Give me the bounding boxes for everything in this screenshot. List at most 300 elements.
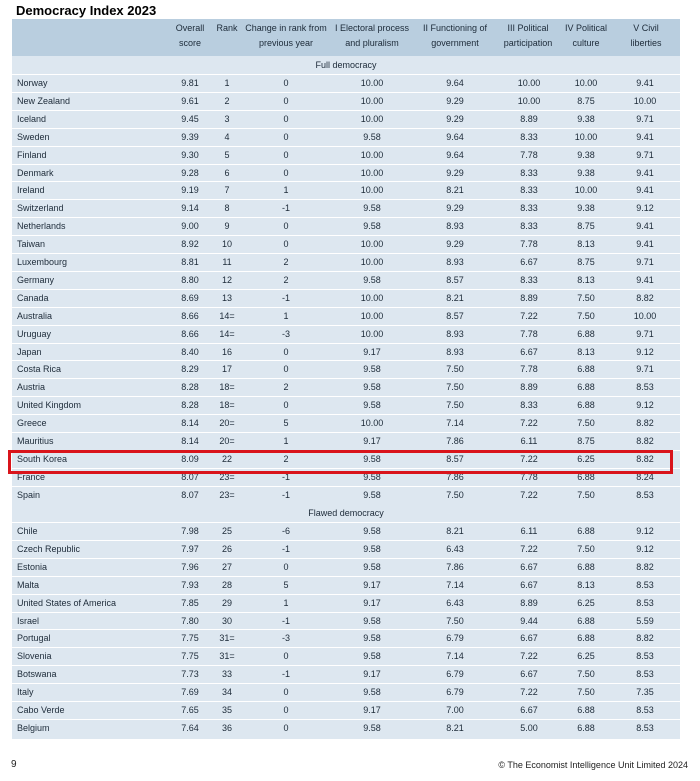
cell-overall-score: 8.07 [181,471,199,482]
page-title: Democracy Index 2023 [16,3,157,18]
cell-political-participation: 7.22 [520,310,538,321]
cell-overall-score: 7.69 [181,687,199,698]
cell-change-in-rank: 0 [283,346,289,357]
group-label-flawed-democracy: Flawed democracy [308,508,384,518]
cell-overall-score: 8.69 [181,292,199,303]
cell-country: Austria [17,382,46,393]
cell-overall-score: 7.85 [181,597,199,608]
cell-functioning-government: 9.29 [446,239,464,250]
cell-political-culture: 6.88 [577,364,595,375]
cell-civil-liberties: 8.53 [636,597,654,608]
cell-civil-liberties: 9.71 [636,257,654,267]
cell-rank: 7 [224,185,230,196]
cell-electoral-process: 9.58 [363,687,381,698]
cell-political-participation: 7.78 [520,239,538,250]
table-row [12,129,680,147]
cell-overall-score: 8.09 [181,453,199,464]
cell-rank: 31= [219,633,235,644]
header-overall-score: Overall score [175,23,205,48]
cell-functioning-government: 9.29 [446,113,464,124]
cell-political-culture: 6.25 [577,453,595,464]
header-civil-liberties: V Civil liberties [630,23,662,48]
cell-functioning-government: 8.93 [446,257,464,267]
cell-change-in-rank: -1 [281,471,290,482]
cell-political-participation: 8.33 [520,400,538,411]
cell-overall-score: 9.81 [181,78,199,88]
cell-country: United States of America [17,597,117,608]
cell-overall-score: 7.75 [181,651,199,662]
cell-civil-liberties: 8.53 [636,722,654,733]
table-row [12,218,680,236]
cell-political-participation: 7.22 [520,453,538,464]
cell-change-in-rank: 0 [283,149,289,160]
cell-rank: 14= [219,328,235,339]
cell-electoral-process: 9.58 [363,722,381,733]
cell-country: Uruguay [17,328,52,339]
cell-country: Japan [17,346,42,357]
cell-electoral-process: 9.58 [363,400,381,411]
table-row [12,630,680,648]
table-row [12,165,680,183]
cell-political-culture: 10.00 [574,131,598,142]
cell-functioning-government: 7.14 [446,651,464,662]
cell-political-culture: 8.13 [577,346,595,357]
table-row [12,147,680,165]
cell-overall-score: 8.40 [181,346,199,357]
cell-overall-score: 8.07 [181,489,199,500]
cell-country: Finland [17,149,47,160]
cell-political-participation: 7.22 [520,489,538,500]
cell-overall-score: 8.28 [181,382,199,393]
cell-functioning-government: 7.50 [446,400,464,411]
cell-rank: 36 [221,722,232,733]
cell-change-in-rank: 1 [283,436,289,446]
cell-rank: 4 [224,131,230,142]
cell-functioning-government: 7.50 [446,382,464,393]
table-row [12,397,680,415]
cell-electoral-process: 9.58 [363,382,381,393]
cell-functioning-government: 9.64 [446,149,464,160]
table-row [12,666,680,684]
cell-country: Germany [17,274,55,285]
cell-rank: 35 [221,705,232,715]
cell-civil-liberties: 9.41 [636,78,654,88]
cell-electoral-process: 10.00 [360,149,384,160]
cell-functioning-government: 8.93 [446,346,464,357]
cell-overall-score: 7.80 [181,615,199,626]
cell-electoral-process: 10.00 [360,239,384,250]
cell-electoral-process: 10.00 [360,310,384,321]
table-row [12,523,680,541]
cell-political-culture: 9.38 [577,149,595,160]
cell-political-culture: 6.88 [577,400,595,411]
table-row [12,415,680,433]
cell-change-in-rank: 0 [283,78,289,88]
cell-functioning-government: 8.21 [446,292,464,303]
cell-electoral-process: 9.17 [363,705,381,715]
cell-functioning-government: 7.50 [446,364,464,375]
cell-political-participation: 6.11 [520,436,538,446]
cell-civil-liberties: 8.82 [636,453,654,464]
cell-change-in-rank: 0 [283,113,289,124]
table-row [12,595,680,613]
cell-civil-liberties: 7.35 [636,687,654,698]
cell-change-in-rank: 2 [283,257,289,267]
cell-rank: 8 [224,203,230,214]
cell-change-in-rank: 0 [283,364,289,375]
cell-civil-liberties: 8.53 [636,669,654,680]
cell-political-participation: 8.33 [520,221,538,232]
cell-electoral-process: 10.00 [360,292,384,303]
cell-change-in-rank: -3 [281,328,290,339]
cell-overall-score: 9.30 [181,149,199,160]
table-row [12,361,680,379]
cell-change-in-rank: -1 [281,669,290,680]
cell-change-in-rank: -1 [281,489,290,500]
cell-political-culture: 7.50 [577,669,595,680]
cell-political-participation: 10.00 [517,78,541,88]
cell-rank: 11 [222,257,232,267]
cell-rank: 9 [224,221,230,232]
header-political-participation: III Political participation [503,23,553,48]
cell-change-in-rank: -1 [281,615,290,626]
cell-country: Greece [17,418,47,429]
cell-rank: 23= [219,471,235,482]
cell-civil-liberties: 8.82 [636,418,654,429]
table-row [12,182,680,200]
cell-electoral-process: 10.00 [360,418,384,429]
cell-functioning-government: 8.21 [446,185,464,196]
cell-political-culture: 8.75 [577,257,595,267]
cell-civil-liberties: 9.71 [636,328,654,339]
cell-overall-score: 8.92 [181,239,199,250]
table-row [12,200,680,218]
cell-functioning-government: 7.50 [446,615,464,626]
cell-country: Belgium [17,722,50,733]
cell-overall-score: 8.29 [181,364,199,375]
cell-political-participation: 6.67 [520,705,538,715]
cell-electoral-process: 9.58 [363,489,381,500]
cell-political-culture: 6.88 [577,705,595,715]
cell-political-culture: 10.00 [574,185,598,196]
table-row [12,326,680,344]
cell-electoral-process: 9.17 [363,597,381,608]
cell-change-in-rank: 0 [283,722,289,733]
table-row [12,308,680,326]
cell-functioning-government: 9.29 [446,95,464,106]
cell-functioning-government: 7.50 [446,489,464,500]
cell-functioning-government: 6.43 [446,543,464,554]
table-row [12,559,680,577]
cell-functioning-government: 8.57 [446,310,464,321]
cell-political-participation: 6.67 [520,579,538,590]
cell-overall-score: 9.00 [181,221,199,232]
cell-country: New Zealand [17,95,71,106]
cell-country: Iceland [17,113,47,124]
cell-political-participation: 7.78 [520,471,538,482]
cell-civil-liberties: 10.00 [633,310,657,321]
cell-political-participation: 8.89 [520,597,538,608]
cell-overall-score: 9.14 [181,203,199,214]
cell-change-in-rank: 0 [283,651,289,662]
cell-political-participation: 6.67 [520,669,538,680]
cell-political-culture: 7.50 [577,687,595,698]
header-change-in-rank: Change in rank from previous year [245,23,327,48]
cell-civil-liberties: 5.59 [636,615,654,626]
cell-rank: 1 [224,78,230,88]
cell-political-culture: 6.88 [577,471,595,482]
table-row [12,720,680,738]
cell-change-in-rank: 0 [283,131,289,142]
cell-overall-score: 8.14 [181,436,199,446]
cell-political-culture: 7.50 [577,310,595,321]
cell-civil-liberties: 8.24 [636,471,654,482]
cell-electoral-process: 9.17 [363,579,381,590]
cell-overall-score: 7.64 [181,722,199,733]
cell-electoral-process: 9.17 [363,669,381,680]
cell-change-in-rank: 0 [283,687,289,698]
cell-civil-liberties: 8.82 [636,633,654,644]
table-row [12,702,680,720]
cell-civil-liberties: 8.82 [636,561,654,572]
cell-electoral-process: 10.00 [360,167,384,178]
cell-civil-liberties: 9.41 [636,131,654,142]
cell-change-in-rank: -1 [281,203,290,214]
cell-country: Netherlands [17,221,66,232]
cell-political-culture: 8.13 [577,579,595,590]
cell-overall-score: 9.61 [181,95,199,106]
cell-overall-score: 9.39 [181,131,199,142]
cell-civil-liberties: 9.12 [636,346,654,357]
table-row [12,236,680,254]
cell-change-in-rank: 1 [283,310,289,321]
cell-change-in-rank: -3 [281,633,290,644]
cell-country: Slovenia [17,651,52,662]
cell-electoral-process: 10.00 [360,257,384,267]
page-number: 9 [11,759,17,770]
table-row [12,648,680,666]
cell-political-participation: 8.33 [520,274,538,285]
cell-rank: 30 [221,615,232,626]
table-row [12,93,680,111]
cell-civil-liberties: 9.12 [636,543,654,554]
cell-political-participation: 7.78 [520,149,538,160]
cell-country: Cabo Verde [17,705,65,715]
cell-political-participation: 6.11 [520,526,538,536]
cell-overall-score: 9.28 [181,167,199,178]
cell-functioning-government: 8.57 [446,453,464,464]
cell-political-participation: 8.33 [520,167,538,178]
table-row [12,613,680,631]
cell-country: Sweden [17,131,50,142]
cell-rank: 27 [221,561,232,572]
cell-civil-liberties: 9.12 [636,400,654,411]
cell-electoral-process: 9.58 [363,131,381,142]
cell-country: Czech Republic [17,543,81,554]
cell-electoral-process: 9.58 [363,274,381,285]
cell-political-participation: 7.22 [520,651,538,662]
cell-electoral-process: 10.00 [360,95,384,106]
cell-electoral-process: 9.58 [363,633,381,644]
cell-change-in-rank: 0 [283,221,289,232]
cell-change-in-rank: 1 [283,597,289,608]
cell-political-culture: 6.88 [577,633,595,644]
table-row [12,684,680,702]
cell-rank: 16 [221,346,232,357]
cell-country: Chile [17,526,38,536]
table-row [12,577,680,595]
cell-country: Botswana [17,669,57,680]
cell-political-participation: 8.33 [520,131,538,142]
cell-change-in-rank: -1 [281,292,290,303]
header-political-culture: IV Political culture [564,23,608,48]
cell-rank: 26 [221,543,232,554]
cell-functioning-government: 9.29 [446,167,464,178]
cell-functioning-government: 8.21 [446,526,464,536]
cell-political-culture: 9.38 [577,167,595,178]
cell-political-participation: 10.00 [517,95,541,106]
cell-country: South Korea [17,453,68,464]
cell-overall-score: 7.75 [181,633,199,644]
cell-functioning-government: 8.21 [446,722,464,733]
cell-civil-liberties: 8.82 [636,436,654,446]
cell-functioning-government: 8.93 [446,328,464,339]
cell-electoral-process: 9.58 [363,615,381,626]
cell-political-participation: 7.78 [520,364,538,375]
cell-functioning-government: 7.86 [446,436,464,446]
cell-functioning-government: 7.86 [446,471,464,482]
cell-political-participation: 5.00 [520,722,538,733]
cell-country: Estonia [17,561,48,572]
cell-overall-score: 8.80 [181,274,199,285]
cell-functioning-government: 6.43 [446,597,464,608]
header-rank: Rank [216,23,238,33]
cell-electoral-process: 9.58 [363,453,381,464]
copyright-notice: © The Economist Intelligence Unit Limited 2024 [498,760,688,770]
table-row [12,272,680,290]
cell-civil-liberties: 9.12 [636,203,654,214]
header-functioning-government: II Functioning of government [422,23,488,48]
cell-rank: 20= [219,418,235,429]
cell-electoral-process: 10.00 [360,328,384,339]
cell-country: Israel [17,615,40,626]
cell-political-participation: 8.33 [520,203,538,214]
cell-electoral-process: 9.58 [363,203,381,214]
cell-civil-liberties: 9.41 [636,239,654,250]
cell-political-culture: 6.88 [577,615,595,626]
header-electoral-process: I Electoral process and pluralism [334,23,410,48]
cell-civil-liberties: 9.41 [636,167,654,178]
cell-political-culture: 9.38 [577,203,595,214]
cell-rank: 25 [221,526,232,536]
cell-rank: 23= [219,489,235,500]
cell-civil-liberties: 9.12 [636,526,654,536]
table-row [12,487,680,505]
cell-political-culture: 7.50 [577,292,595,303]
cell-change-in-rank: -6 [281,526,290,536]
cell-rank: 31= [219,651,235,662]
cell-political-culture: 7.50 [577,543,595,554]
cell-civil-liberties: 9.71 [636,364,654,375]
cell-rank: 6 [224,167,230,178]
cell-political-culture: 8.13 [577,274,595,285]
cell-rank: 10 [221,239,232,250]
table-row [12,75,680,93]
cell-country: Denmark [17,167,54,178]
cell-political-culture: 8.75 [577,95,595,106]
cell-civil-liberties: 9.41 [636,274,654,285]
cell-civil-liberties: 8.53 [636,382,654,393]
cell-civil-liberties: 10.00 [633,95,657,106]
cell-rank: 5 [224,149,230,160]
cell-political-participation: 8.89 [520,382,538,393]
cell-functioning-government: 7.86 [446,561,464,572]
cell-electoral-process: 9.58 [363,364,381,375]
cell-electoral-process: 10.00 [360,78,384,88]
cell-electoral-process: 9.58 [363,471,381,482]
cell-change-in-rank: 2 [283,382,289,393]
cell-change-in-rank: 2 [283,453,289,464]
table-row [12,433,680,451]
cell-country: Taiwan [17,239,46,250]
cell-functioning-government: 9.64 [446,78,464,88]
cell-rank: 34 [221,687,232,698]
cell-functioning-government: 7.14 [446,418,464,429]
cell-country: France [17,471,46,482]
cell-functioning-government: 9.29 [446,203,464,214]
cell-political-participation: 7.22 [520,687,538,698]
table-row [12,379,680,397]
cell-overall-score: 7.96 [181,561,199,572]
cell-change-in-rank: 0 [283,95,289,106]
cell-political-participation: 8.33 [520,185,538,196]
cell-political-participation: 7.22 [520,543,538,554]
cell-political-participation: 9.44 [520,615,538,626]
cell-political-culture: 6.88 [577,561,595,572]
cell-rank: 22 [221,453,232,464]
cell-civil-liberties: 8.53 [636,579,654,590]
cell-country: Mauritius [17,436,54,446]
cell-civil-liberties: 8.53 [636,705,654,715]
cell-overall-score: 7.93 [181,579,199,590]
cell-functioning-government: 7.00 [446,705,464,715]
cell-overall-score: 9.45 [181,113,199,124]
cell-change-in-rank: 0 [283,400,289,411]
cell-change-in-rank: 2 [283,274,289,285]
cell-functioning-government: 8.93 [446,221,464,232]
table-row [12,290,680,308]
cell-political-participation: 6.67 [520,257,538,267]
group-label-full-democracy: Full democracy [315,60,377,70]
cell-country: Italy [17,687,34,698]
cell-electoral-process: 9.58 [363,651,381,662]
cell-country: Costa Rica [17,364,62,375]
table-header [12,19,680,56]
cell-electoral-process: 9.17 [363,436,381,446]
cell-electoral-process: 9.58 [363,221,381,232]
cell-change-in-rank: 5 [283,418,289,429]
cell-electoral-process: 10.00 [360,185,384,196]
cell-political-participation: 8.89 [520,292,538,303]
cell-political-culture: 8.13 [577,239,595,250]
cell-change-in-rank: 1 [283,185,289,196]
cell-electoral-process: 9.58 [363,543,381,554]
table-row [12,111,680,129]
south-korea-highlight-box [8,450,673,474]
cell-functioning-government: 8.57 [446,274,464,285]
cell-electoral-process: 9.58 [363,526,381,536]
cell-rank: 14= [219,310,235,321]
